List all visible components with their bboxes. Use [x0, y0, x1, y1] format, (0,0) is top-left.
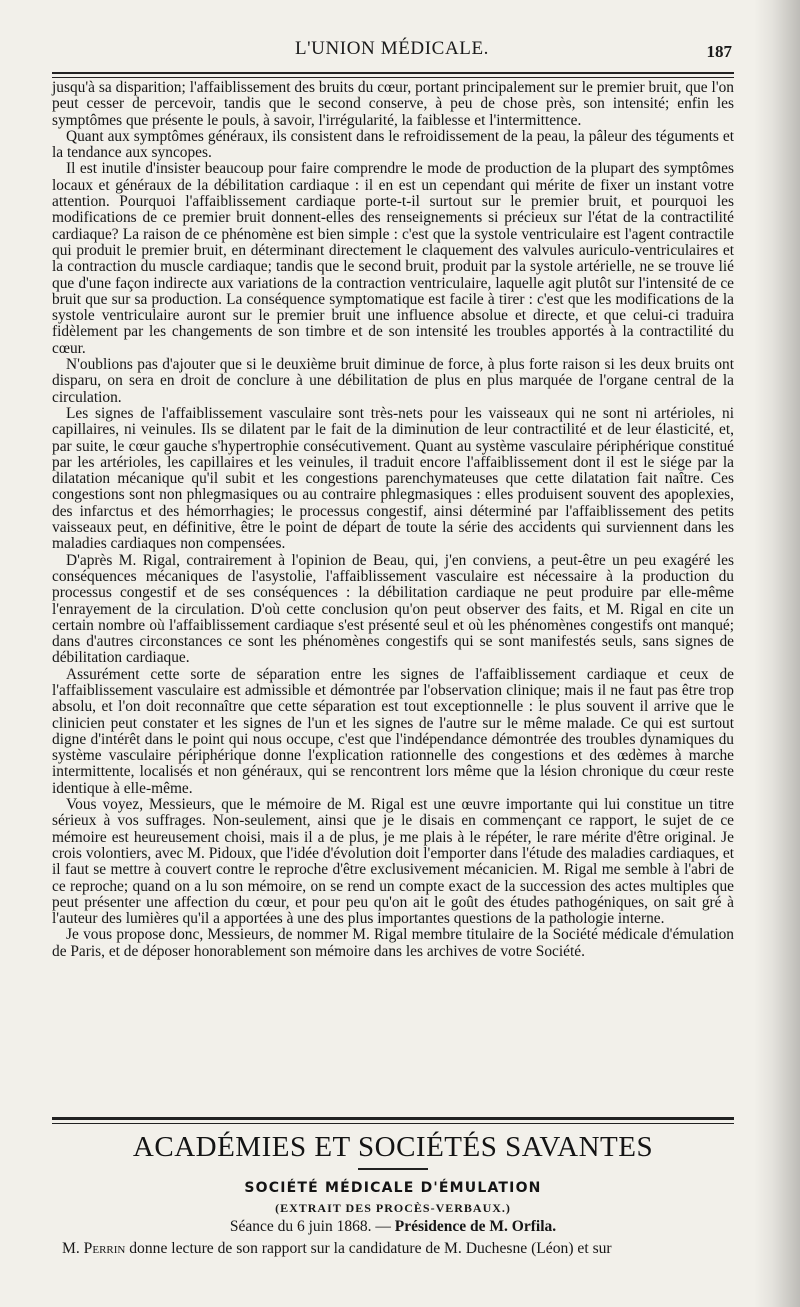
paragraph: Il est inutile d'insister beaucoup pour faire comprendre le mode de production de la plupart des symptômes locaux et généraux de la débilitation cardiaque : il en est un cependant qui mérite de fixer un instant votre attention. Pourquoi l'affaiblissement cardiaque porte-t-il surtout sur le premier bruit, et pourquoi les modifications de ce premier bruit donnent-elles des renseignements si précieux sur l'état de la contractilité cardiaque? La raison de ce phénomène est bien simple : c'est que la systole ventriculaire est l'agent contractile qui produit le premier bruit, en déterminant directement le claquement des valvules auriculo-ventriculaires et la contraction du muscle cardiaque; tandis que le second bruit, produit par la systole artérielle, ne se trouve lié que d'une façon indirecte aux variations de la contraction ventriculaire, laquelle agit plutôt sur l'intensité de ce bruit que sur sa production. La conséquence symptomatique est facile à tirer : c'est que les modifications de la systole ventriculaire auront sur le premier bruit une influence absolue et directe, et que celui-ci traduira fidèlement par les changements de son timbre et de son intensité les troubles apportés à la contractilité du cœur.: [52, 160, 734, 357]
paragraph: N'oublions pas d'ajouter que si le deuxième bruit diminue de force, à plus forte raison si les deux bruits ont disparu, on sera en droit de conclure à une débilitation de plus en plus marquée de l'organe central de la circulation.: [52, 356, 734, 406]
paragraph: Les signes de l'affaiblissement vasculaire sont très-nets pour les vaisseaux qui ne sont ni artérioles, ni capillaires, ni veinules. Ils se dilatent par le fait de la diminution de leur contractilité et de leur élasticité, et, par suite, le cœur gauche s'hypertrophie consécutivement. Quant au système vasculaire périphérique constitué par les artérioles, les capillaires et les veinules, il traduit encore l'affaiblissement dont il est le siége par la dilatation mécanique qu'il subit et les congestions parenchymateuses que cette dilatation fait naître. Ces congestions sont non phlegmasiques ou au contraire phlegmasiques : elles produisent souvent des apoplexies, des infarctus et des hémorrhagies; le processus congestif, ainsi déterminé par l'affaiblissement des petits vaisseaux peut, en définitive, être le point de départ de toute la série des accidents qui surviennent dans les maladies cardiaques non compensées.: [52, 404, 734, 553]
seance-presidence: Présidence de M. Orfila.: [394, 1218, 557, 1235]
title-underline: [358, 1168, 428, 1170]
speaker-name: Perrin: [83, 1240, 126, 1257]
header-rule: [52, 72, 734, 74]
seance-line: [52, 1218, 734, 1236]
section-title: ACADÉMIES ET SOCIÉTÉS SAVANTES: [132, 1131, 654, 1163]
report-line-text: donne lecture de son rapport sur la candidature de M. Duchesne (Léon) et sur: [125, 1240, 612, 1257]
paragraph: Je vous propose donc, Messieurs, de nommer M. Rigal membre titulaire de la Société médicale d'émulation de Paris, et de déposer honorablement son mémoire dans les archives de votre Société.: [52, 926, 734, 960]
section-rule: [52, 1117, 734, 1120]
society-name: SOCIÉTÉ MÉDICALE D'ÉMULATION: [244, 1180, 542, 1196]
running-title: L'UNION MÉDICALE.: [294, 38, 490, 59]
page-number: 187: [706, 42, 732, 61]
paragraph: Vous voyez, Messieurs, que le mémoire de M. Rigal est une œuvre importante qui lui constitue un titre sérieux à vos suffrages. Non-seulement, ainsi que je le disais en commençant ce rapport, le sujet de ce mémoire est heureusement choisi, mais il a de plus, je me plais à le répéter, le rare mérite d'être original. Je crois volontiers, avec M. Pidoux, que l'idée d'évolution doit l'emporter dans l'étude des maladies cardiaques, et il faut se mettre à couvert contre le reproche d'être exclusivement mécanicien. M. Rigal me semble à l'abri de ce reproche; quand on a lu son mémoire, on se rend un compte exact de la succession des actes multiples que peut présenter une affection du cœur, et pour peu qu'on ait le goût des études pathogéniques, on sait gré à l'auteur des lumières qu'il a apportées à une des plus importantes questions de la pathologie interne.: [52, 796, 734, 928]
report-line: [52, 1240, 742, 1258]
section-rule-thin: [52, 1123, 734, 1124]
header-rule-thin: [52, 77, 734, 78]
seance-date: Séance du 6 juin 1868. —: [229, 1218, 395, 1235]
paragraph: Assurément cette sorte de séparation entre les signes de l'affaiblissement cardiaque et ceux de l'affaiblissement vasculaire est admissible et démontrée par l'observation clinique; mais il ne faut pas être trop absolu, et l'on doit reconnaître que cette séparation est tout exceptionnelle : le plus souvent il arrive que le clinicien peut constater et les signes de l'un et les signes de l'autre sur le même malade. Ce qui est surtout digne d'intérêt dans le point qui nous occupe, c'est que l'indépendance démontrée des troubles dynamiques du système vasculaire périphérique donne l'explication rationnelle des congestions et des œdèmes à marche intermittente, localisés et non généraux, qui se rencontrent lors même que la lésion chronique du cœur reste identique à elle-même.: [52, 665, 734, 797]
article-body: [52, 80, 734, 960]
page-header: [52, 38, 732, 68]
paragraph: jusqu'à sa disparition; l'affaiblissement des bruits du cœur, portant principalement sur le premier bruit, que l'on peut cesser de percevoir, tandis que le second conserve, à peu de chose près, son intensité; enfin les symptômes que présente le pouls, à savoir, l'irrégularité, la faiblesse et l'intermittence.: [52, 79, 734, 129]
page-edge-shadow: [754, 0, 800, 1307]
paragraph: Quant aux symptômes généraux, ils consistent dans le refroidissement de la peau, la pâleur des téguments et la tendance aux syncopes.: [52, 127, 734, 162]
extract-note: (EXTRAIT DES PROCÈS-VERBAUX.): [275, 1201, 511, 1215]
paragraph: D'après M. Rigal, contrairement à l'opinion de Beau, qui, j'en conviens, a peut-être un peu exagéré les conséquences mécaniques de l'asystolie, l'affaiblissement vasculaire est nécessaire à la production du processus congestif et de ses conséquences : la débilitation cardiaque ne peut produire par elle-même l'enrayement de la circulation. D'où cette conclusion qu'on peut observer des faits, et M. Rigal en cite un certain nombre où l'affaiblissement cardiaque s'est présenté seul et où les phénomènes congestifs ont manqué; dans d'autres circonstances ce sont les phénomènes congestifs qui se sont manifestés seuls, sans signes de débilitation cardiaque.: [52, 551, 734, 667]
report-line-prefix: M.: [62, 1240, 84, 1257]
